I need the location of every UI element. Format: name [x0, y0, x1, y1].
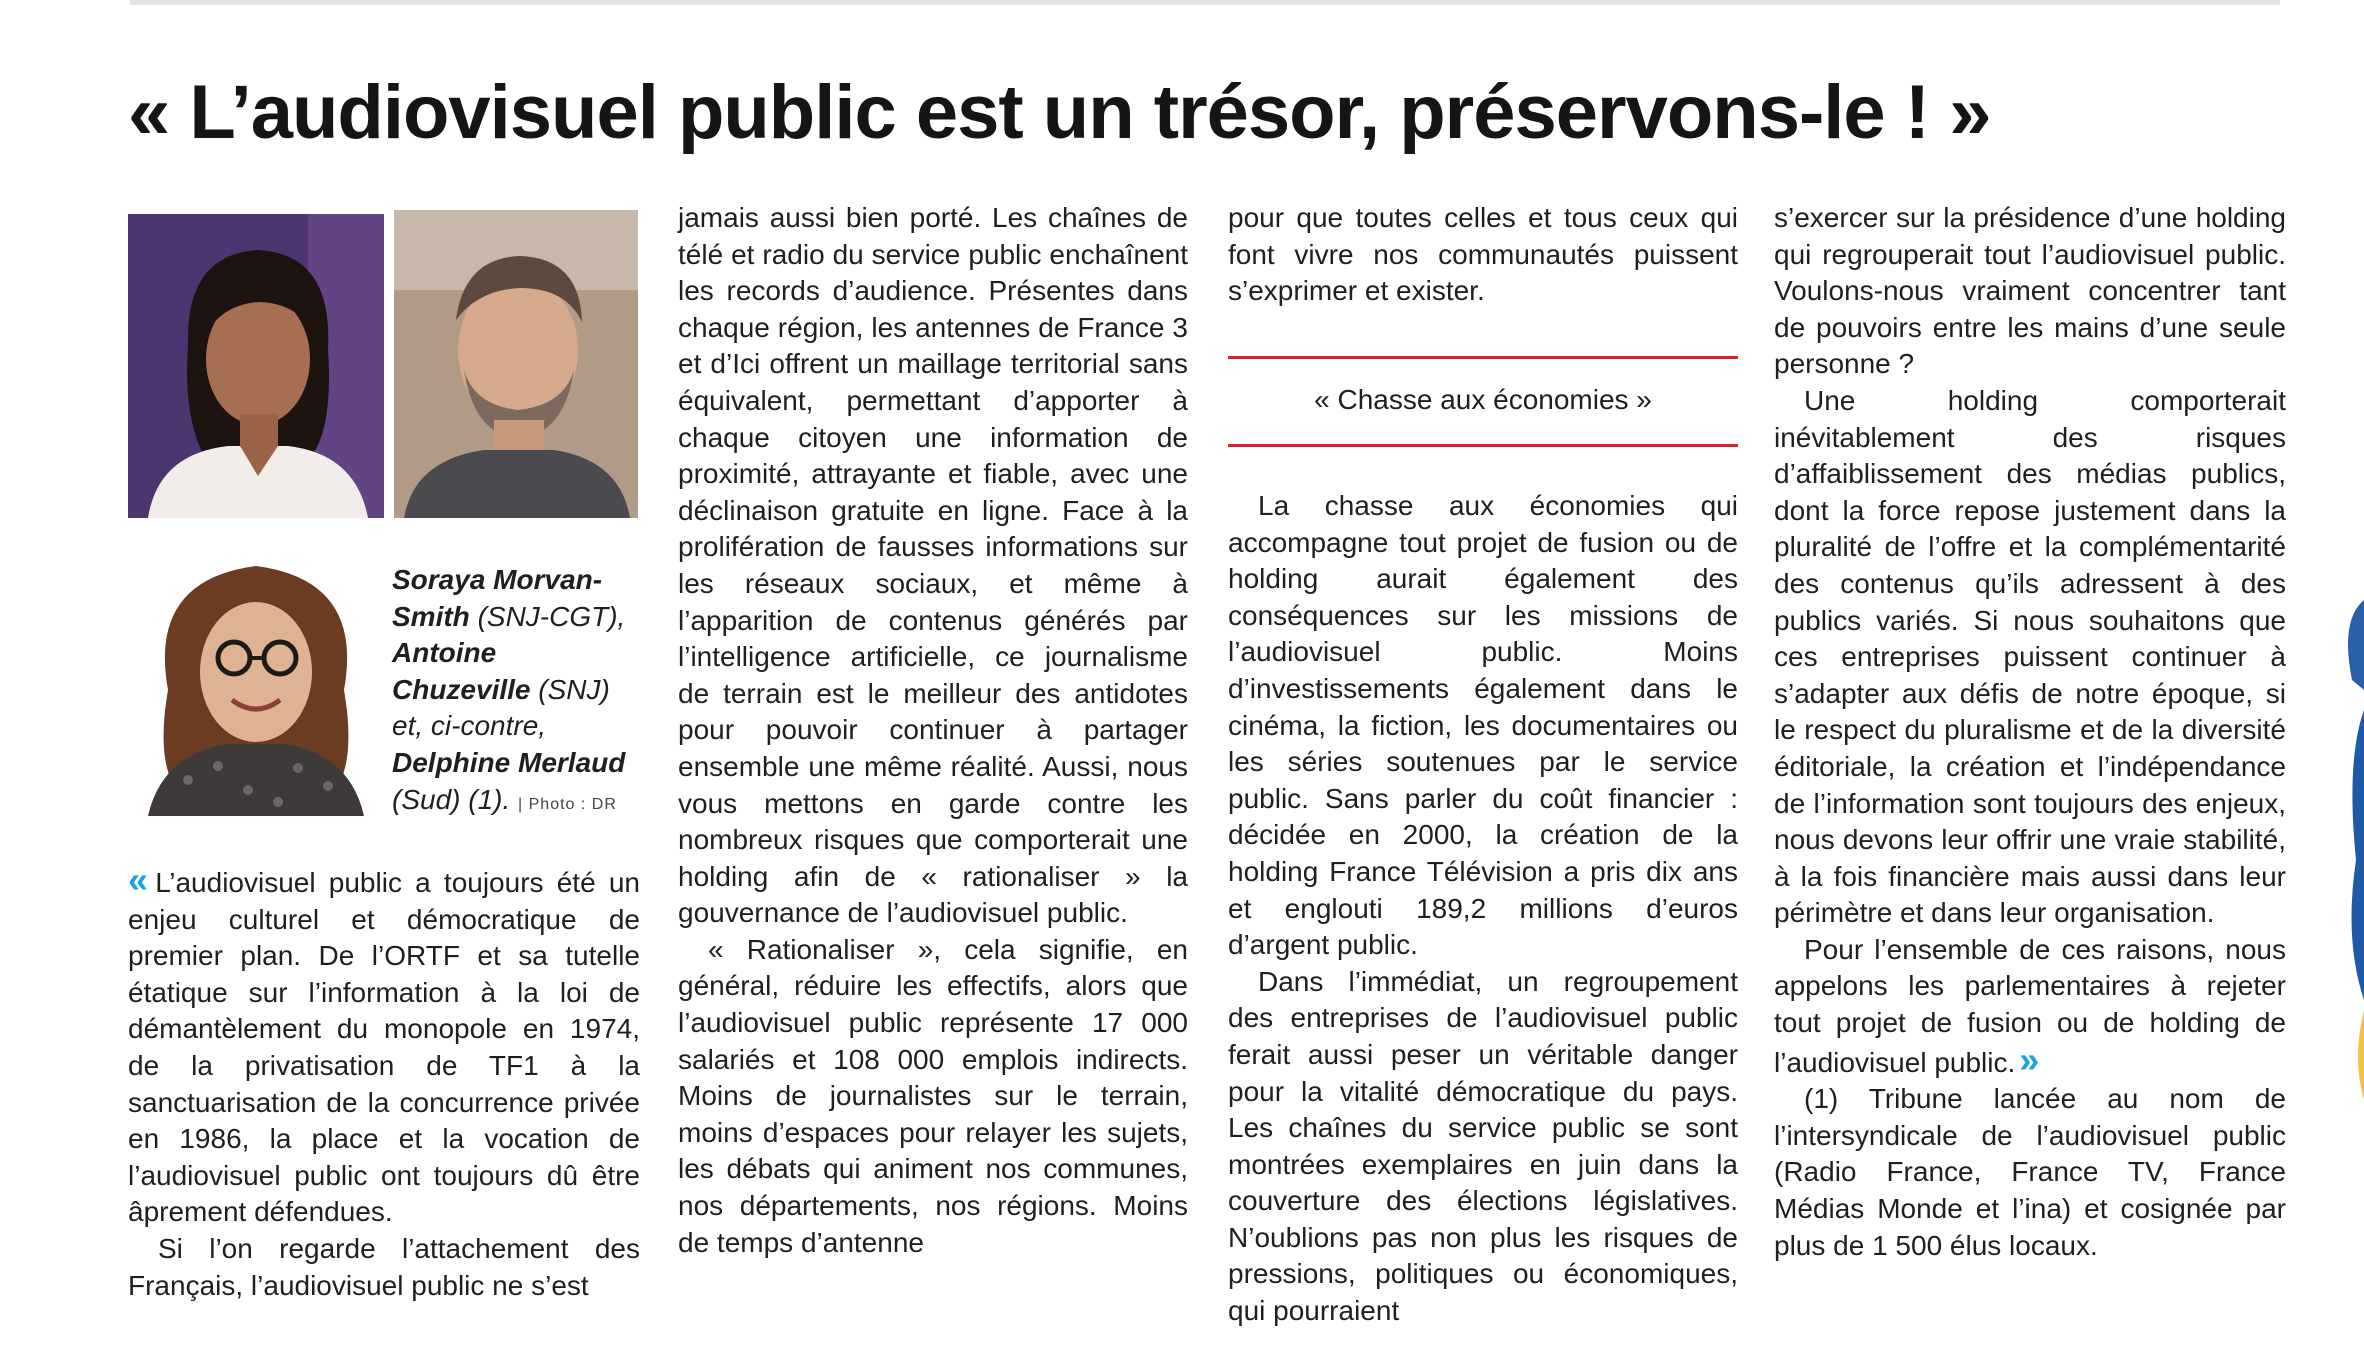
subhead-rule-top — [1228, 356, 1738, 359]
paragraph: Une holding comporterait inévitablement des risques d’affaiblissement des médias publics, dont la force repose justement dans la pluralité de l’offre et la complémentarité des contenus qu’ils adressent à des publics variés. Si nous souhaitons que ces entreprises puissent continuer à s’adapter aux défis de notre époque, si le respect du pluralisme et de la diversité éditoriale, la création et l’indépendance de l’information sont toujours des enjeux, nous devons leur offrir une vraie stabilité, à la fois financière mais aussi dans leur périmètre et dans leur organisation. — [1774, 384, 2286, 929]
paragraph — [1774, 932, 2286, 1081]
paragraph-text: L’audiovisuel public a toujours été un enjeu culturel et démocratique de premier plan. De l’ORTF et sa tutelle étatique sur l’information à la loi de démantèlement du monopole en 1974, de la privatisation de TF1 à la sanctuarisation de la concurrence privée en 1986, la place et la vocation de l’audiovisuel public ont toujours dû être âprement défendues. — [128, 867, 640, 1228]
article-title: « L’audiovisuel public est un trésor, préservons-le ! » — [128, 70, 1991, 155]
article-column-2 — [678, 200, 1188, 1261]
paragraph: « Rationaliser », cela signifie, en général, réduire les effectifs, alors que l’audiovisuel public représente 17 000 salariés et 108 000 emplois indirects. Moins de journalistes sur le terrain, moins d’espaces pour relayer les sujets, les débats qui animent nos communes, nos départements, nos régions. Moins de temps d’antenne — [678, 933, 1188, 1258]
caption-name-2: Antoine Chuzeville — [392, 637, 531, 705]
paragraph — [128, 859, 640, 1231]
open-quote-mark: « — [128, 859, 143, 900]
portrait-photo-1 — [128, 214, 384, 518]
article-column-3 — [1228, 200, 1738, 310]
portrait-photo-2 — [394, 210, 638, 518]
section-subhead: « Chasse aux économies » — [1314, 384, 1652, 415]
paragraph: Si l’on regarde l’attachement des Français, l’audiovisuel public ne s’est — [128, 1232, 640, 1301]
caption-affiliation-3: (Sud) (1). — [392, 783, 511, 815]
article-column-3-continued — [1228, 488, 1738, 1330]
footnote-text: (1) Tribune lancée au nom de l’intersyndicale de l’audiovisuel public (Radio France, France TV, France Médias Monde et l’ina) et cosignée par plus de 1 500 élus locaux. — [1774, 1083, 2286, 1261]
caption-affiliation-1: (SNJ-CGT), — [477, 600, 626, 632]
caption-affiliation-2: (SNJ) — [538, 673, 610, 705]
subhead-rule-bottom — [1228, 444, 1738, 447]
paragraph-text: Pour l’ensemble de ces raisons, nous appelons les parlementaires à rejeter tout projet de fusion ou de holding de l’audiovisuel public. — [1774, 933, 2286, 1078]
photo-credit: | Photo : DR — [518, 795, 617, 813]
caption-name-1: Soraya Morvan-Smith — [392, 564, 603, 632]
paragraph: jamais aussi bien porté. Les chaînes de télé et radio du service public enchaînent les records d’audience. Présentes dans chaque région, les antennes de France 3 et d’Ici offrent un maillage territorial sans équivalent, permettant d’apporter à chaque citoyen une information de proximité, attrayante et fiable, avec une déclinaison gratuite en ligne. Face à la prolifération de fausses informations sur les réseaux sociaux, et même à l’apparition de contenus générés par l’intelligence artificielle, ce journalisme de terrain est le meilleur des antidotes pour pouvoir continuer à partager ensemble une même réalité. Aussi, nous vous mettons en garde contre les nombreux risques que comporterait une holding afin de « rationaliser » la gouvernance de l’audiovisuel public. — [678, 202, 1188, 929]
adjacent-page-fragment — [2326, 560, 2364, 1120]
portrait-photo-3 — [128, 540, 384, 816]
close-quote-mark: » — [2019, 1038, 2034, 1080]
paragraph: s’exercer sur la présidence d’une holding qui regrouperait tout l’audiovisuel public. Voulons-nous vraiment concentrer tant de pouvoirs entre les mains d’une seule personne ? — [1774, 202, 2286, 380]
paragraph: Dans l’immédiat, un regroupement des entreprises de l’audiovisuel public ferait aussi peser un véritable danger pour la vitalité démocratique du pays. Les chaînes du service public se sont montrées exemplaires en juin dans la couverture des élections législatives. N’oublions pas non plus les risques de pressions, politiques ou économiques, qui pourraient — [1228, 965, 1738, 1327]
footnote — [1774, 1081, 2286, 1264]
top-border — [130, 0, 2280, 5]
article-column-1 — [128, 859, 640, 1304]
caption-name-3: Delphine Merlaud — [392, 746, 626, 778]
caption-connector: et, ci-contre, — [392, 710, 547, 742]
article-column-4 — [1774, 200, 2286, 1264]
paragraph: La chasse aux économies qui accompagne tout projet de fusion ou de holding aurait également des conséquences sur les missions de l’audiovisuel public. Moins d’investissements également dans le cinéma, la fiction, les documentaires ou les séries soutenues par le service public. Sans parler du coût financier : décidée en 2000, la création de la holding France Télévision a pris dix ans et englouti 189,2 millions d’euros d’argent public. — [1228, 490, 1738, 961]
paragraph: pour que toutes celles et tous ceux qui font vivre nos communautés puissent s’exprimer et exister. — [1228, 202, 1738, 307]
photo-caption — [392, 562, 642, 823]
